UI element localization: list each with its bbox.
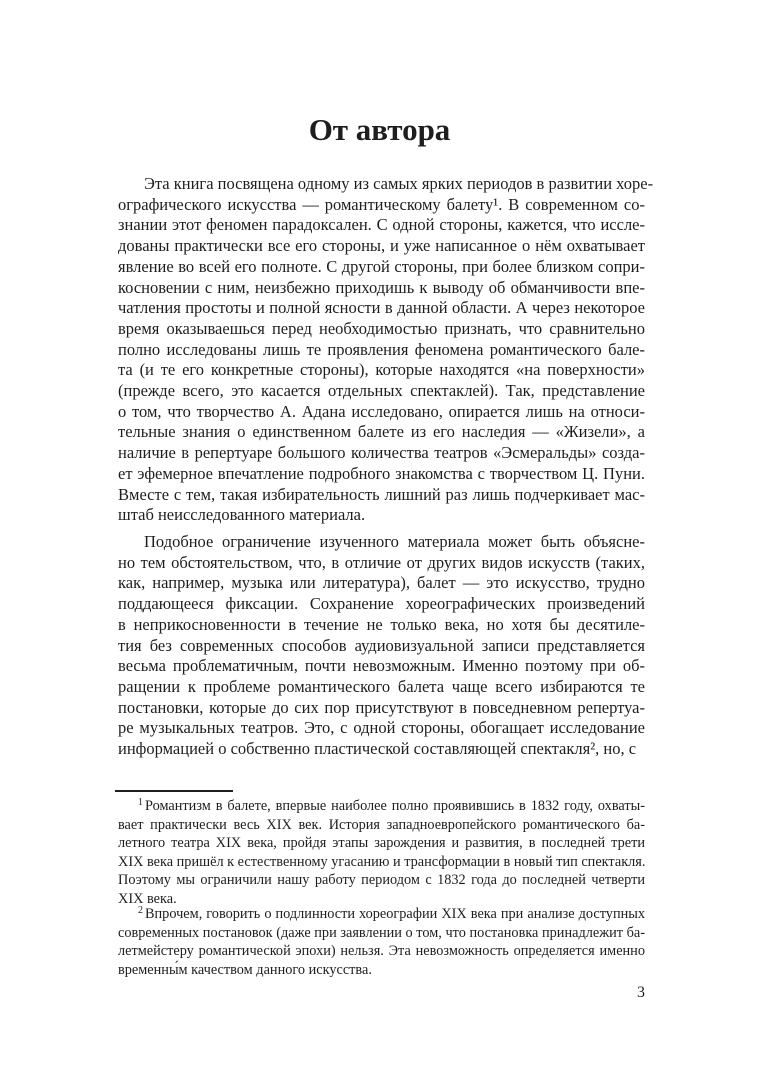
line-text: дованы практически все его стороны, и уже написанное о нём охватывает [118, 236, 645, 256]
footnote-separator [115, 790, 233, 792]
line-text: время оказываешься перед необходимостью признать, что сравнительно [118, 318, 645, 338]
line-text: временны́м качеством данного искусства. [118, 961, 372, 978]
line-text: ращении к проблеме романтического балета чаще всего избираются те [118, 676, 645, 696]
footnote-marker: 1 [138, 797, 143, 808]
text-line [118, 594, 645, 615]
line-text: тельные знания о единственном балете из его наследия — «Жизели», а [118, 422, 645, 442]
text-line [118, 677, 645, 698]
text-line [118, 402, 645, 423]
text-line [118, 319, 645, 340]
line-text: XIX века. [118, 890, 177, 907]
line-text: в неприкосновенности в течение не только века, но хотя бы десятиле- [118, 614, 645, 634]
line-text: Поэтому мы ограничили нашу работу периодом с 1832 года до последней четверти [118, 872, 645, 888]
line-text: знании этот феномен парадоксален. С одной стороны, кажется, что иссле- [118, 215, 645, 235]
text-line [118, 505, 645, 526]
body-paragraph [118, 174, 654, 526]
line-text: ет эфемерное впечатление подробного знакомства с творчеством Ц. Пуни. [118, 463, 645, 483]
line-text: ре музыкальных театров. Это, с одной стороны, обогащает исследование [118, 718, 645, 738]
line-text: о том, что творчество А. Адана исследовано, опирается лишь на относи- [118, 401, 645, 421]
text-line [118, 816, 645, 835]
line-text: летного театра XIX века, пройдя этапы зарождения и развития, в последней трети [118, 835, 645, 851]
line-text: весьма проблематичным, почти невозможным. Именно поэтому при об- [118, 656, 645, 676]
text-line [118, 553, 645, 574]
text-line [118, 532, 645, 553]
line-text: явление во всей его полноте. С другой стороны, при более близком сопри- [118, 256, 645, 276]
text-line [118, 422, 645, 443]
text-line [118, 215, 645, 236]
line-text: Впрочем, говорить о подлинности хореографии XIX века при анализе доступных [145, 906, 645, 922]
line-text: поддающееся фиксации. Сохранение хореографических произведений [118, 594, 645, 614]
text-line [118, 794, 645, 816]
text-line [118, 174, 654, 195]
footnote [118, 902, 645, 979]
text-line [118, 853, 645, 872]
text-line [118, 739, 645, 760]
text-line [118, 340, 645, 361]
body-paragraph [118, 532, 645, 760]
page-title: От автора [308, 112, 451, 147]
text-line [118, 195, 645, 216]
text-line [118, 257, 645, 278]
line-text: штаб неисследованного материала. [118, 505, 366, 525]
text-line [118, 278, 645, 299]
line-text: летмейстеру романтической эпохи) нельзя. Эта невозможность определяется именно [118, 943, 645, 959]
line-text: современных постановок (даже при заявлении о том, что постановка принадлежит ба- [118, 924, 645, 941]
text-line [118, 615, 645, 636]
line-text: та (и те его конкретные стороны), которые находятся «на поверхности» [118, 360, 645, 380]
text-line [118, 942, 645, 961]
text-line [118, 656, 645, 677]
text-line [118, 961, 645, 980]
line-text: Эта книга посвящена одному из самых ярких периодов в развитии хоре- [144, 174, 654, 193]
text-line [118, 871, 645, 890]
line-text: Романтизм в балете, впервые наиболее полно проявившись в 1832 году, охваты- [145, 798, 645, 814]
line-text: Вместе с тем, такая избирательность лишний раз лишь подчеркивает мас- [118, 484, 645, 504]
text-line [118, 924, 645, 943]
line-text: вает практически весь XIX век. История западноевропейского романтического ба- [118, 816, 645, 833]
text-line [118, 902, 645, 924]
line-text: ографического искусства — романтическому балету¹. В современном со- [118, 194, 645, 214]
text-line [118, 636, 645, 657]
page-number: 3 [637, 984, 645, 1001]
text-line [118, 360, 645, 381]
line-text: тия без современных способов аудиовизуальной записи представляется [118, 635, 645, 655]
text-line [118, 236, 645, 257]
text-line [118, 464, 645, 485]
text-line [118, 573, 645, 594]
line-text: XIX века пришёл к естественному угасанию и трансформации в новый тип спектакля. [118, 853, 646, 870]
text-line [118, 485, 645, 506]
line-text: полно исследованы лишь те проявления феномена романтического бале- [118, 339, 645, 359]
line-text: но тем обстоятельством, что, в отличие от других видов искусств (таких, [118, 552, 645, 572]
line-text: информацией о собственно пластической составляющей спектакля², но, с [118, 739, 637, 759]
text-line [118, 698, 645, 719]
footnote [118, 794, 645, 908]
text-line [118, 298, 645, 319]
line-text: (прежде всего, это касается отдельных спектаклей). Так, представление [118, 381, 645, 401]
line-text: косновении с ним, неизбежно приходишь к выводу об обманчивости впе- [118, 277, 645, 297]
line-text: как, например, музыка или литература), балет — это искусство, трудно [118, 573, 645, 593]
line-text: постановки, которые до сих пор присутствуют в повседневном репертуа- [118, 697, 645, 717]
text-line [118, 718, 645, 739]
text-line [118, 443, 645, 464]
footnote-marker: 2 [138, 905, 143, 916]
line-text: чатления простоты и полной ясности в данной области. А через некоторое [118, 298, 645, 318]
text-line [118, 381, 645, 402]
text-line [118, 834, 645, 853]
line-text: наличие в репертуаре большого количества театров «Эсмеральды» созда- [118, 443, 645, 463]
line-text: Подобное ограничение изученного материала может быть объясне- [144, 532, 645, 551]
